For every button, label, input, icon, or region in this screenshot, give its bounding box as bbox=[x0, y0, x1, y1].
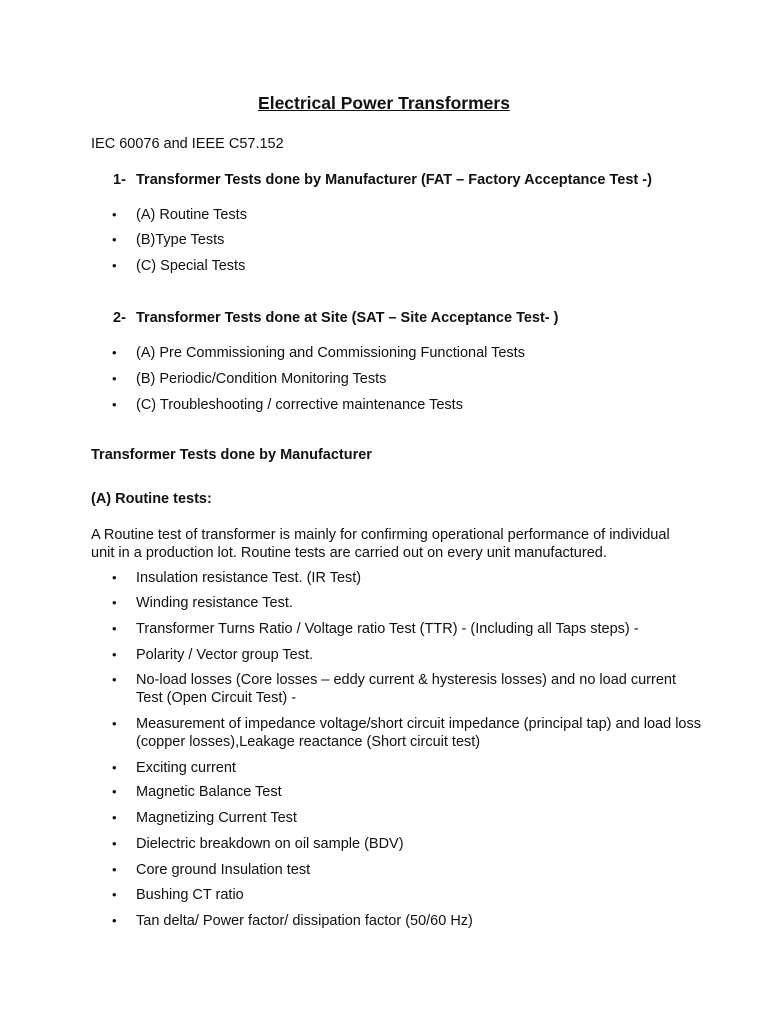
list-item bbox=[112, 886, 712, 904]
bullet-icon: • bbox=[112, 647, 117, 662]
bullet-icon: • bbox=[112, 570, 117, 585]
list-item bbox=[112, 715, 702, 751]
list-item bbox=[112, 783, 712, 801]
section-1-heading-text: Transformer Tests done by Manufacturer (FAT – Factory Acceptance Test -) bbox=[136, 172, 652, 188]
bullet-icon: • bbox=[112, 232, 117, 247]
section-2-heading bbox=[113, 309, 559, 327]
bullet-icon: • bbox=[112, 810, 117, 825]
list-item bbox=[112, 396, 712, 414]
section-1-number: 1- bbox=[113, 172, 126, 188]
list-item bbox=[112, 370, 712, 388]
bullet-icon: • bbox=[112, 862, 117, 877]
list-item bbox=[112, 671, 692, 707]
list-item-text: No-load losses (Core losses – eddy current & hysteresis losses) and no load current Test (Open Circuit Test) - bbox=[136, 672, 676, 706]
bullet-icon: • bbox=[112, 621, 117, 636]
list-item bbox=[112, 912, 712, 930]
bullet-icon: • bbox=[112, 371, 117, 386]
list-item-text: Magnetizing Current Test bbox=[136, 810, 297, 826]
list-item bbox=[112, 646, 712, 664]
list-item-text: (B) Periodic/Condition Monitoring Tests bbox=[136, 371, 387, 387]
list-item-text: Dielectric breakdown on oil sample (BDV) bbox=[136, 836, 404, 852]
list-item-text: (C) Troubleshooting / corrective maintenance Tests bbox=[136, 397, 463, 413]
list-item-text: (C) Special Tests bbox=[136, 258, 246, 274]
list-item bbox=[112, 344, 712, 362]
list-item bbox=[112, 861, 712, 879]
bullet-icon: • bbox=[112, 836, 117, 851]
bullet-icon: • bbox=[112, 258, 117, 273]
routine-paragraph-line-1: A Routine test of transformer is mainly for confirming operational performance of individual bbox=[91, 527, 670, 543]
list-item-text: Tan delta/ Power factor/ dissipation factor (50/60 Hz) bbox=[136, 913, 473, 929]
bullet-icon: • bbox=[112, 397, 117, 412]
list-item bbox=[112, 206, 712, 224]
bullet-icon: • bbox=[112, 595, 117, 610]
bullet-icon: • bbox=[112, 887, 117, 902]
list-item bbox=[112, 257, 712, 275]
list-item-text: Measurement of impedance voltage/short circuit impedance (principal tap) and load loss (copper losses),Leakage reactance (Short circuit test) bbox=[136, 716, 701, 750]
list-item-text: (A) Pre Commissioning and Commissioning Functional Tests bbox=[136, 345, 525, 361]
list-item-text: (B)Type Tests bbox=[136, 232, 225, 248]
bullet-icon: • bbox=[112, 672, 117, 687]
list-item bbox=[112, 620, 712, 638]
list-item bbox=[112, 809, 712, 827]
bullet-icon: • bbox=[112, 716, 117, 731]
section-2-number: 2- bbox=[113, 310, 126, 326]
section-2-heading-text: Transformer Tests done at Site (SAT – Site Acceptance Test- ) bbox=[136, 310, 559, 326]
routine-paragraph bbox=[91, 526, 711, 562]
bullet-icon: • bbox=[112, 784, 117, 799]
list-item bbox=[112, 594, 712, 612]
standards-line: IEC 60076 and IEEE C57.152 bbox=[91, 136, 284, 152]
list-item-text: Bushing CT ratio bbox=[136, 887, 244, 903]
routine-paragraph-line-2: unit in a production lot. Routine tests are carried out on every unit manufactured. bbox=[91, 545, 607, 561]
list-item-text: Transformer Turns Ratio / Voltage ratio Test (TTR) - (Including all Taps steps) - bbox=[136, 621, 639, 637]
list-item-text: Polarity / Vector group Test. bbox=[136, 647, 314, 663]
bullet-icon: • bbox=[112, 345, 117, 360]
list-item-text: Magnetic Balance Test bbox=[136, 784, 282, 800]
list-item-text: (A) Routine Tests bbox=[136, 207, 247, 223]
list-item-text: Winding resistance Test. bbox=[136, 595, 293, 611]
list-item bbox=[112, 231, 712, 249]
bullet-icon: • bbox=[112, 207, 117, 222]
bullet-icon: • bbox=[112, 760, 117, 775]
bullet-icon: • bbox=[112, 913, 117, 928]
list-item-text: Exciting current bbox=[136, 760, 236, 776]
document-title: Electrical Power Transformers bbox=[258, 93, 510, 113]
manufacturer-tests-heading: Transformer Tests done by Manufacturer bbox=[91, 447, 372, 463]
list-item bbox=[112, 759, 712, 777]
section-1-heading bbox=[113, 171, 652, 189]
routine-tests-heading: (A) Routine tests: bbox=[91, 491, 212, 507]
list-item bbox=[112, 835, 712, 853]
list-item bbox=[112, 569, 712, 587]
list-item-text: Core ground Insulation test bbox=[136, 862, 311, 878]
list-item-text: Insulation resistance Test. (IR Test) bbox=[136, 570, 362, 586]
